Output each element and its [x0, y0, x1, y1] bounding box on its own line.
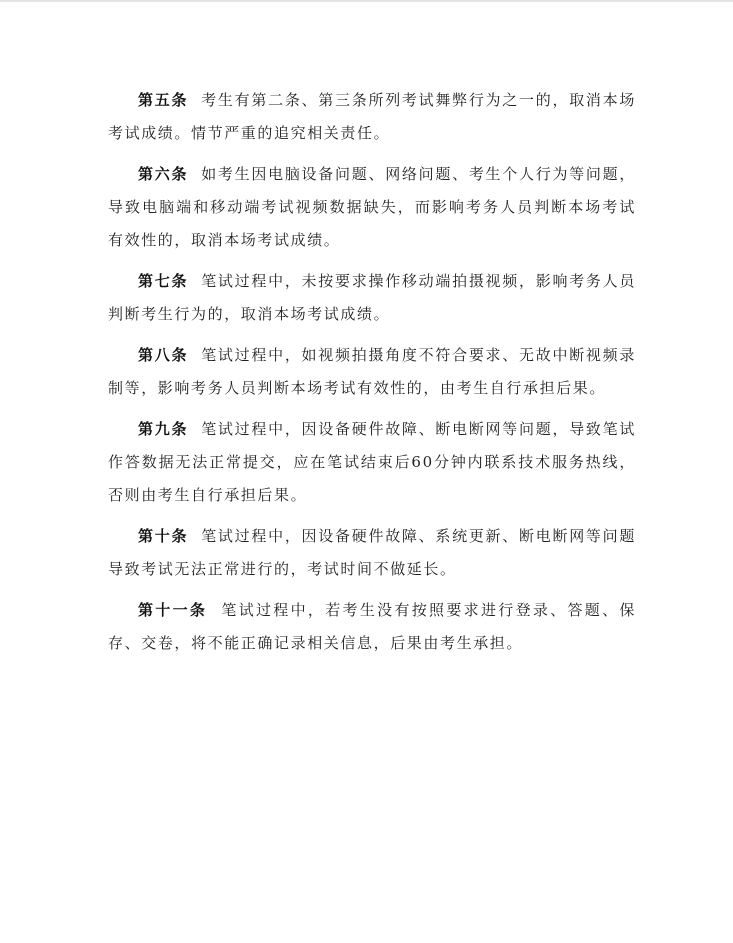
- article-6: [108, 158, 636, 257]
- article-text: 考生有第二条、第三条所列考试舞弊行为之一的，取消本场考试成绩。情节严重的追究相关责任。: [108, 91, 636, 142]
- article-text: 如考生因电脑设备问题、网络问题、考生个人行为等问题，导致电脑端和移动端考试视频数据缺失，而影响考务人员判断本场考试有效性的，取消本场考试成绩。: [108, 165, 636, 249]
- article-text: 笔试过程中，如视频拍摄角度不符合要求、无故中断视频录制等，影响考务人员判断本场考试有效性的，由考生自行承担后果。: [108, 346, 636, 397]
- article-9: [108, 413, 636, 512]
- article-11: [108, 594, 636, 660]
- page-top-border: [0, 0, 733, 2]
- article-8: [108, 339, 636, 405]
- article-label: 第十一条: [138, 601, 208, 619]
- article-label: 第六条: [138, 165, 189, 183]
- article-text: 笔试过程中，未按要求操作移动端拍摄视频，影响考务人员判断考生行为的，取消本场考试成绩。: [108, 272, 636, 323]
- document-body: [108, 84, 636, 668]
- article-label: 第五条: [138, 91, 189, 109]
- article-10: [108, 520, 636, 586]
- article-7: [108, 265, 636, 331]
- article-5: [108, 84, 636, 150]
- article-text: 笔试过程中，因设备硬件故障、系统更新、断电断网等问题导致考试无法正常进行的，考试时间不做延长。: [108, 527, 636, 578]
- article-label: 第八条: [138, 346, 189, 364]
- article-label: 第七条: [138, 272, 189, 290]
- article-text: 笔试过程中，若考生没有按照要求进行登录、答题、保存、交卷，将不能正确记录相关信息，后果由考生承担。: [108, 601, 637, 652]
- article-label: 第十条: [138, 527, 189, 545]
- article-label: 第九条: [138, 420, 189, 438]
- article-text: 笔试过程中，因设备硬件故障、断电断网等问题，导致笔试作答数据无法正常提交，应在笔试结束后60分钟内联系技术服务热线，否则由考生自行承担后果。: [108, 420, 636, 504]
